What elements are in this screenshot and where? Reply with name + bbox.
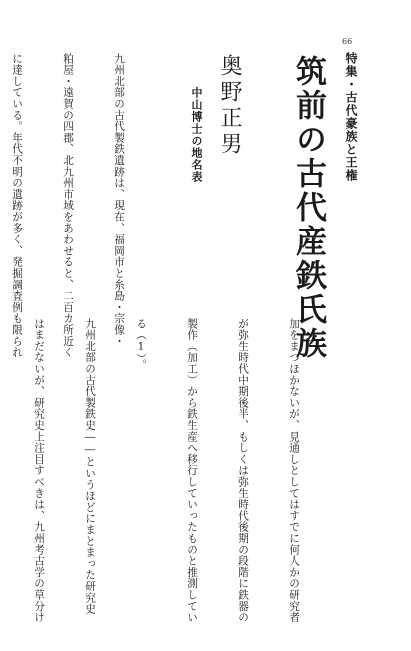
article-title: 筑前の古代産鉄氏族 [290,55,326,361]
text-line: る（1）。 [135,318,147,371]
text-line: が弥生時代中期後半、もしくは弥生時代後期の段階に鉄器の [237,318,249,624]
text-line: 製作（加工）から鉄生産へ移行していったものと推測してい [186,318,198,624]
text-line: 九州北部の古代製鉄遺跡は、現在、福岡市と糸島・宗像・ [113,53,125,347]
text-line: 九州北部の古代製鉄史――というほどにまとまった研究史 [84,318,96,615]
text-line: 粕屋・遠賀の四郡、北九州市域をあわせると、二百カ所近く [62,53,74,359]
page-number: 66 [342,37,353,46]
section-subhead: 中山博士の地名表 [190,87,203,183]
series-label: 特集・古代豪族と王権 [344,52,358,182]
text-line: はまだないが、研究史上注目すべきは、九州考古学の草分け [33,318,45,624]
body-text-lower [0,318,336,624]
text-line: 加をまつほかないが、見通しとしてはすでに何人かの研究者 [288,318,300,624]
author-name: 奥野正男 [217,54,242,158]
text-line: に達している。年代不明の遺跡が多く、発掘調査例も限られ [11,53,23,359]
